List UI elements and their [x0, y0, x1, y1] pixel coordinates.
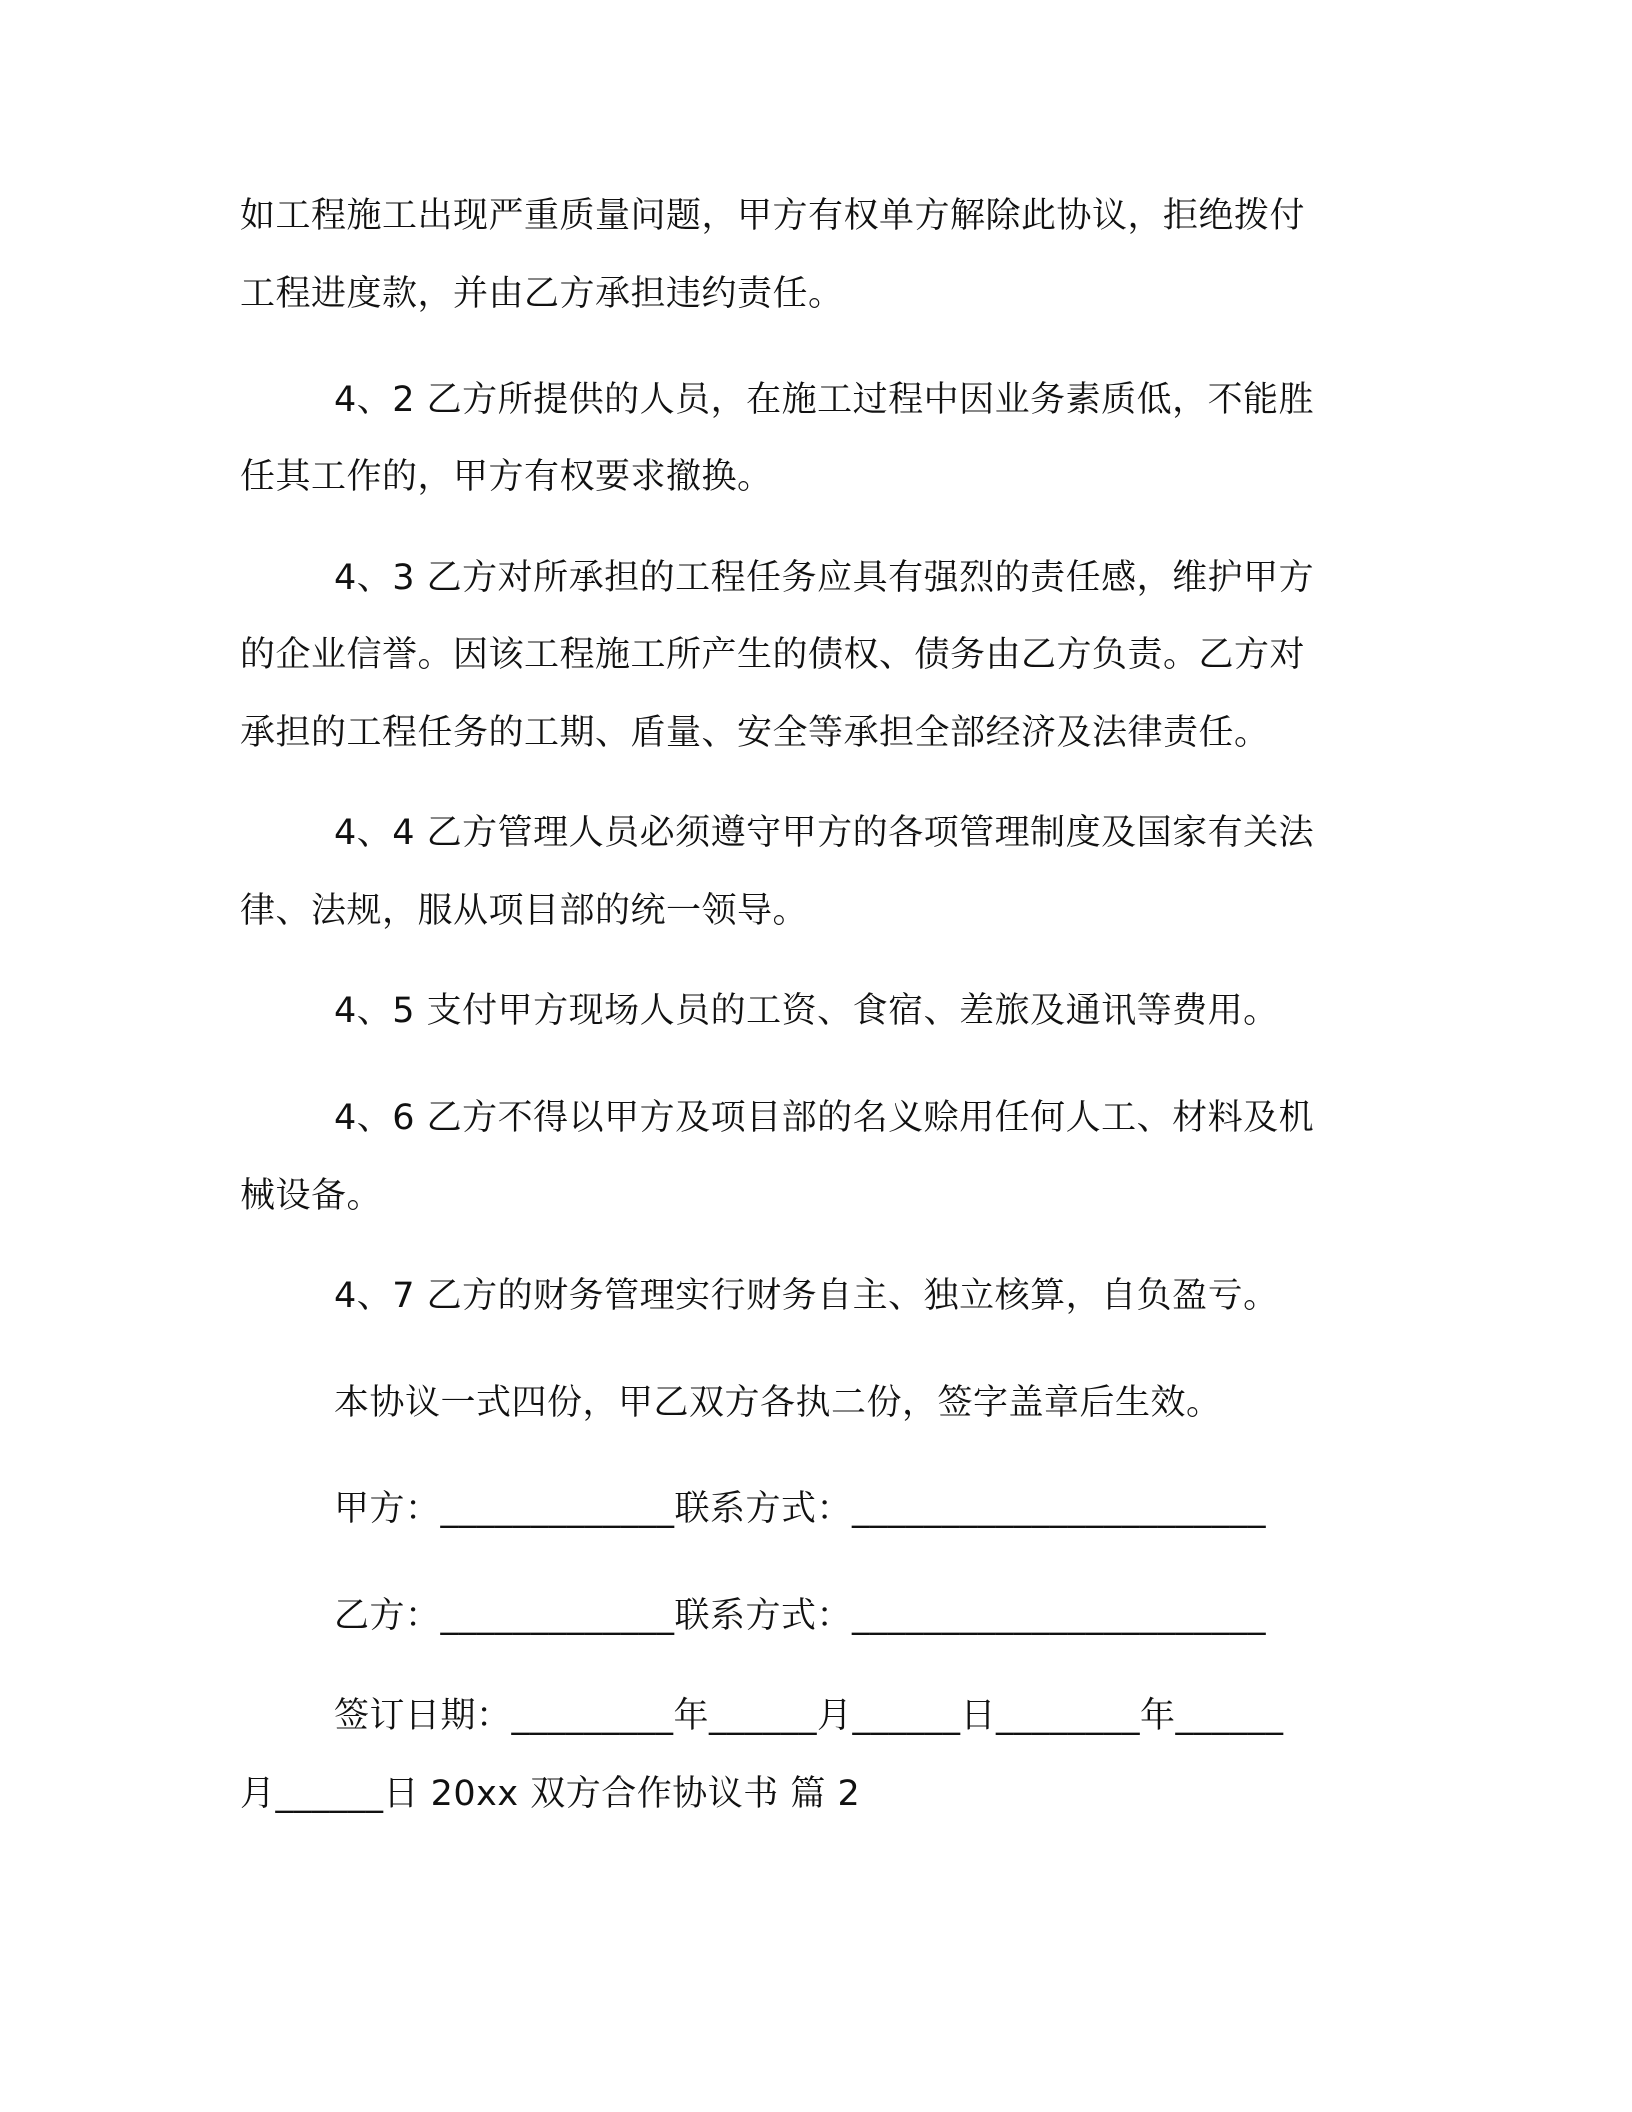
party-a-signature-line: 甲方：_____________联系方式：_______________________ [334, 1489, 1267, 1529]
party-b-signature-line: 乙方：_____________联系方式：_______________________ [334, 1596, 1267, 1636]
agreement-copies-text: 本协议一式四份，甲乙双方各执二份，签字盖章后生效。 [334, 1383, 1222, 1423]
clause-4-4-line-2: 律、法规，服从项目部的统一领导。 [240, 891, 809, 931]
signing-date-line-1: 签订日期：_________年______月______日________年______ [334, 1696, 1284, 1736]
clause-4-3-line-3: 承担的工程任务的工期、盾量、安全等承担全部经济及法律责任。 [240, 713, 1270, 753]
clause-4-6-line-1: 4、6 乙方不得以甲方及项目部的名义赊用任何人工、材料及机 [334, 1098, 1315, 1138]
clause-4-3-line-1: 4、3 乙方对所承担的工程任务应具有强烈的责任感，维护甲方 [334, 558, 1315, 598]
text-line: 如工程施工出现严重质量问题，甲方有权单方解除此协议，拒绝拨付 [240, 196, 1306, 236]
clause-4-3-line-2: 的企业信誉。因该工程施工所产生的债权、债务由乙方负责。乙方对 [240, 635, 1306, 675]
clause-4-4-line-1: 4、4 乙方管理人员必须遵守甲方的各项管理制度及国家有关法 [334, 813, 1315, 853]
clause-4-7: 4、7 乙方的财务管理实行财务自主、独立核算，自负盈亏。 [334, 1276, 1279, 1316]
clause-4-6-line-2: 械设备。 [240, 1176, 383, 1216]
clause-4-5: 4、5 支付甲方现场人员的工资、食宿、差旅及通讯等费用。 [334, 991, 1279, 1031]
clause-4-2-line-2: 任其工作的，甲方有权要求撤换。 [240, 457, 773, 497]
clause-4-2-line-1: 4、2 乙方所提供的人员，在施工过程中因业务素质低，不能胜 [334, 380, 1315, 420]
text-line: 工程进度款，并由乙方承担违约责任。 [240, 274, 844, 314]
signing-date-line-2: 月______日 20xx 双方合作协议书 篇 2 [240, 1774, 861, 1814]
